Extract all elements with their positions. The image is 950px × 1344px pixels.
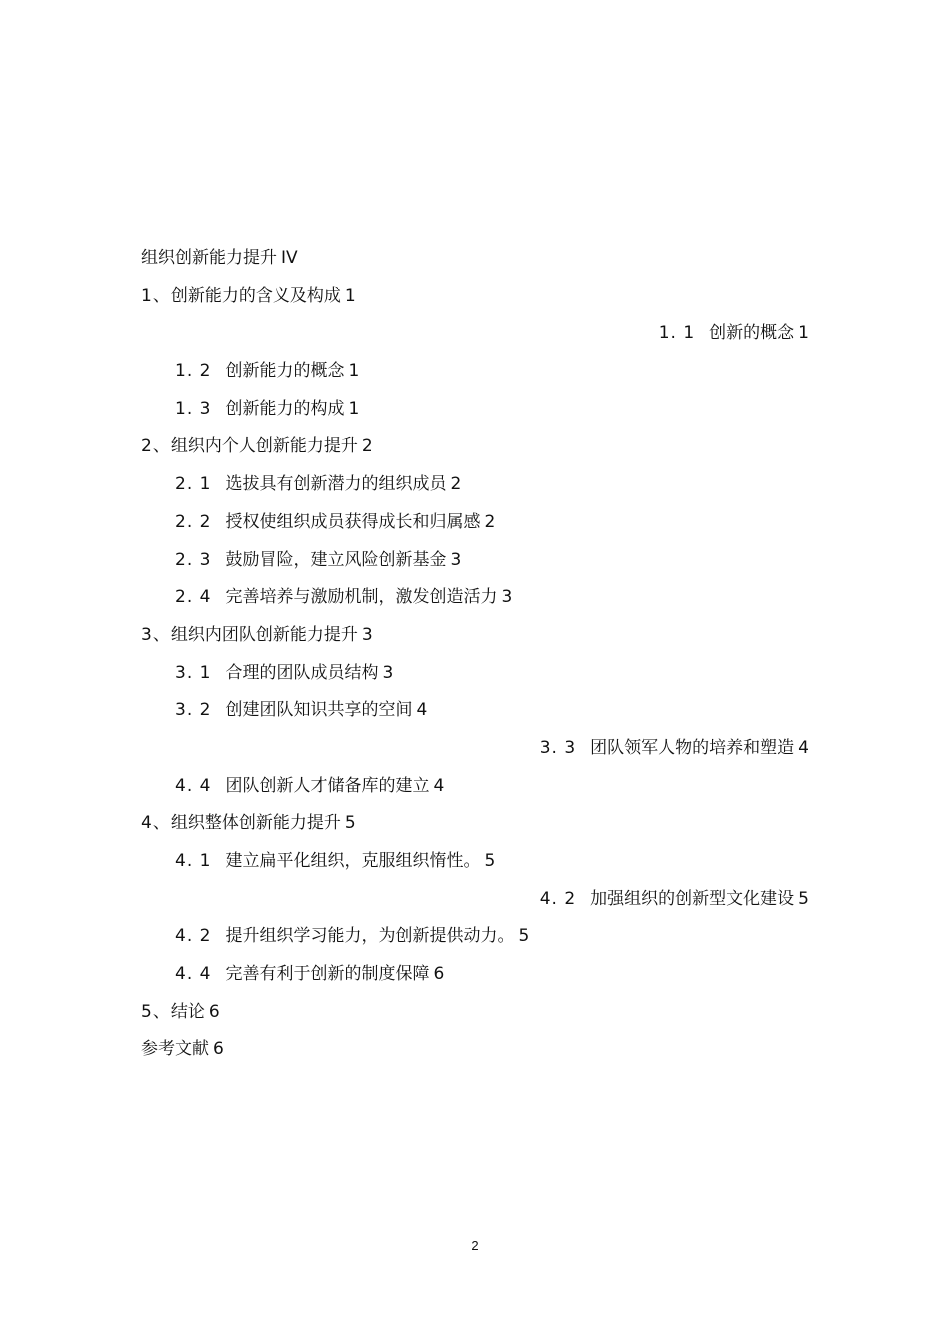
- toc-entry-title: 创新能力的含义及构成: [170, 285, 341, 306]
- toc-entry-page: 1: [348, 398, 360, 419]
- toc-entry: [141, 655, 809, 693]
- toc-entry-title: 加强组织的创新型文化建设: [590, 888, 795, 909]
- toc-entry: [141, 768, 809, 806]
- toc-entry-number: 2. 1: [175, 474, 212, 495]
- toc-entry-number: 2. 4: [175, 587, 212, 608]
- toc-entry-number: 1. 1: [658, 323, 696, 344]
- toc-entry-title: 组织内个人创新能力提升: [170, 436, 358, 457]
- toc-entry: [141, 918, 809, 956]
- toc-entry-title: 完善有利于创新的制度保障: [225, 964, 430, 985]
- toc-entry: [141, 956, 809, 994]
- toc-entry-page: 6: [208, 1001, 220, 1022]
- toc-entry-title: 组织内团队创新能力提升: [170, 624, 358, 645]
- toc-entry-title: 提升组织学习能力，为创新提供动力。: [225, 926, 515, 947]
- toc-entry: [141, 994, 809, 1032]
- toc-entry-page: 4: [416, 700, 428, 721]
- table-of-contents: [141, 240, 809, 1069]
- toc-entry-page: 6: [433, 964, 445, 985]
- toc-entry-title: 创建团队知识共享的空间: [225, 700, 413, 721]
- toc-references: [141, 1031, 809, 1069]
- toc-entry-number: 1、: [141, 285, 171, 306]
- toc-entry-number: 3. 2: [175, 700, 212, 721]
- page-number: 2: [471, 1238, 479, 1253]
- toc-entry: [141, 805, 809, 843]
- toc-entry-number: 3. 1: [175, 662, 212, 683]
- toc-entry-page: 4: [798, 737, 809, 758]
- toc-entry: [141, 542, 809, 580]
- toc-entry-page: 5: [484, 851, 496, 871]
- toc-entry-title: 创新能力的构成: [225, 398, 345, 419]
- toc-heading-page: IV: [281, 248, 298, 268]
- toc-references-title: 参考文献: [141, 1039, 209, 1060]
- toc-entry-page: 1: [344, 285, 356, 306]
- toc-entry: [141, 617, 809, 655]
- toc-entry-number: 5、: [141, 1001, 171, 1022]
- toc-entry: [141, 428, 809, 466]
- toc-entry: [141, 353, 809, 391]
- toc-entry-number: 2. 3: [175, 549, 212, 570]
- toc-entry-title: 团队创新人才储备库的建立: [225, 775, 430, 796]
- toc-entries: [141, 278, 809, 1032]
- toc-entry-number: 3、: [141, 624, 171, 645]
- toc-entry-number: 4. 2: [175, 926, 212, 947]
- toc-entry-page: 5: [344, 813, 356, 834]
- toc-entry: [141, 391, 809, 429]
- toc-heading: [141, 240, 809, 278]
- toc-entry-page: 3: [382, 662, 394, 683]
- toc-entry: [141, 692, 809, 730]
- toc-entry-title: 选拔具有创新潜力的组织成员: [225, 474, 447, 495]
- toc-entry-title: 建立扁平化组织，克服组织惰性。: [225, 851, 481, 871]
- toc-entry-title: 结论: [170, 1001, 205, 1022]
- toc-entry-page: 2: [361, 436, 373, 457]
- toc-entry-page: 3: [450, 549, 462, 570]
- toc-entry-page: 1: [798, 323, 809, 344]
- toc-heading-title: 组织创新能力提升: [141, 248, 277, 268]
- toc-entry-page: 1: [348, 361, 360, 382]
- toc-entry: [141, 730, 809, 768]
- toc-entry-title: 合理的团队成员结构: [225, 662, 379, 683]
- toc-entry-number: 1. 3: [175, 398, 212, 419]
- toc-entry-title: 创新能力的概念: [225, 361, 345, 382]
- toc-entry: [141, 881, 809, 919]
- toc-entry-page: 5: [798, 888, 809, 909]
- toc-entry-page: 5: [518, 926, 530, 947]
- toc-entry-page: 2: [484, 511, 496, 532]
- toc-entry-title: 组织整体创新能力提升: [170, 813, 341, 834]
- toc-entry-page: 2: [450, 474, 462, 495]
- toc-entry: [141, 278, 809, 316]
- toc-entry: [141, 843, 809, 881]
- toc-entry-page: 4: [433, 775, 445, 796]
- toc-entry-number: 2. 2: [175, 511, 212, 532]
- toc-entry-title: 团队领军人物的培养和塑造: [590, 737, 795, 758]
- toc-entry: [141, 504, 809, 542]
- toc-entry: [141, 579, 809, 617]
- toc-entry-number: 4. 1: [175, 851, 212, 871]
- toc-entry-number: 1. 2: [175, 361, 212, 382]
- toc-references-page: 6: [213, 1039, 224, 1060]
- toc-entry-title: 鼓励冒险，建立风险创新基金: [225, 549, 447, 570]
- toc-entry: [141, 466, 809, 504]
- toc-entry-title: 授权使组织成员获得成长和归属感: [225, 511, 481, 532]
- toc-entry-number: 4. 4: [175, 964, 212, 985]
- toc-entry: [141, 315, 809, 353]
- toc-entry-title: 创新的概念: [709, 323, 795, 344]
- toc-entry-page: 3: [501, 587, 513, 608]
- toc-entry-number: 2、: [141, 436, 171, 457]
- toc-entry-number: 3. 3: [539, 737, 577, 758]
- toc-entry-number: 4. 4: [175, 775, 212, 796]
- toc-entry-page: 3: [361, 624, 373, 645]
- toc-entry-number: 4、: [141, 813, 171, 834]
- toc-entry-title: 完善培养与激励机制，激发创造活力: [225, 587, 498, 608]
- toc-entry-number: 4. 2: [539, 888, 577, 909]
